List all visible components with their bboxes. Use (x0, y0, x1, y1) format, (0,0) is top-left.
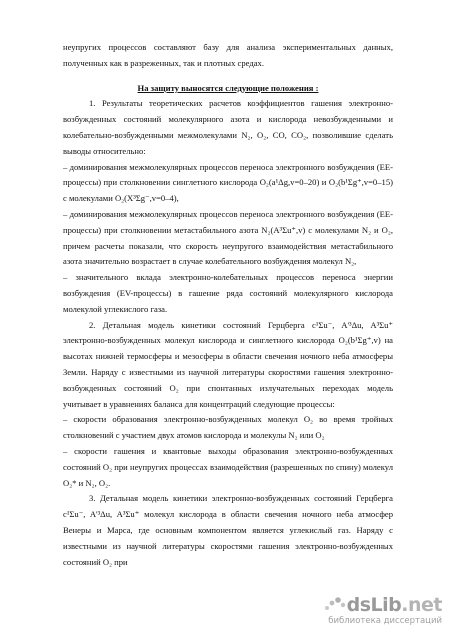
paragraph-item-1a: – доминирования межмолекулярных процессов переноса электронного возбуждения (EE-процессы) при столкновении синглетного кислорода O₂(a¹Δg,v=0–20) и O₂(b¹Σg⁺,v=0–15) с молекулами O₂(X³Σg⁻,v=0–4), (63, 161, 393, 204)
paragraph-intro: неупругих процессов составляют базу для анализа экспериментальных данных, полученных как в разреженных, так и плотных средах. (63, 42, 393, 68)
document-body (63, 40, 393, 570)
paragraph-result-1: 1. Результаты теоретических расчетов коэффициентов гашения электронно-возбужденных состояний молекулярного азота и кислорода невозбужденными и колебательно-возбужденными межмолекулами N₂, O₂, CO, CO₂, позволившие сделать выводы относительно: (63, 98, 393, 156)
dots-icon (324, 596, 346, 614)
paragraph-result-2: 2. Детальная модель кинетики состояний Герцберга c¹Σu⁻, A'³Δu, A³Σu⁺ электронно-возбужденных молекул кислорода и синглетного кислорода O₂(b¹Σg⁺,v) на высотах нижней термосферы и мезосферы в области свечения ночного неба атмосферы Земли. Наряду с известными из научной литературы скоростями гашения электронно-возбужденных состояний O₂ при спонтанных излучательных переходах модель учитывает в уравнениях баланса для концентраций следующие процессы: (63, 319, 393, 409)
watermark-logo: dsLib.net (346, 594, 442, 616)
section-heading: На защиту выносятся следующие положения : (137, 82, 319, 93)
watermark (322, 594, 442, 628)
paragraph-item-2b: – скорости гашения и квантовые выходы образования электронно-возбужденных состояний O₂ при неупругих процессах взаимодействия (разрешенных по спину) молекул O₂* и N₂, O₂. (63, 445, 393, 488)
paragraph-result-3: 3. Детальная модель кинетики электронно-возбужденных состояний Герцберга c¹Σu⁻, A'³Δu, A³Σu⁺ молекул кислорода в области свечения ночного неба атмосфер Венеры и Марса, где основным компонентом является углекислый газ. Наряду с известными из научной литературы скоростями гашения электронно-возбужденных состояний O₂ при (63, 493, 393, 567)
watermark-subtitle: библиотека диссертаций (328, 616, 442, 626)
paragraph-item-1c: – значительного вклада электронно-колебательных процессов переноса энергии возбуждения (EV-процессы) в гашение ряда состояний молекулярного кислорода молекулой углекислого газа. (63, 272, 393, 314)
paragraph-item-1b: – доминирования межмолекулярных процессов переноса электронного возбуждения (EE-процессы) при столкновении метастабильного азота N₂(A³Σu⁺,v) с молекулами N₂ и O₂, причем расчеты показали, что скорость неупругого взаимодействия метастабильного азота значительно возрастает в случае колебательного возбуждения молекул N₂, (63, 208, 393, 267)
paragraph-item-2a: – скорости образования электронно-возбужденных молекул O₂ во время тройных столкновений с участием двух атомов кислорода и молекулы N₂ или O₂ (63, 414, 393, 441)
